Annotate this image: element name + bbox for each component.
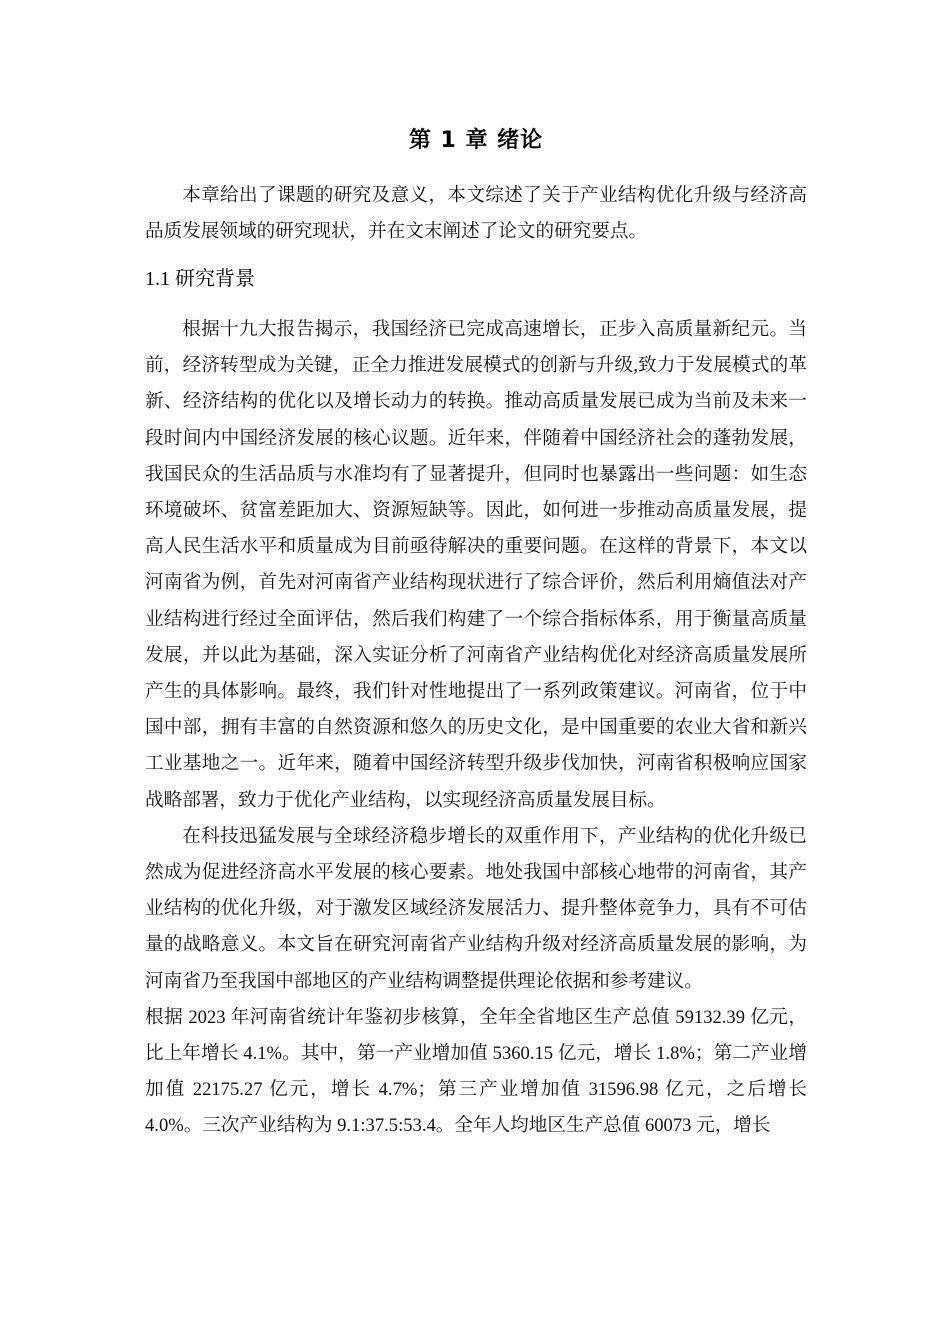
chapter-intro [145, 178, 807, 250]
section-heading: 1.1 研究背景 [145, 268, 255, 290]
body-paragraph-2: 在科技迅猛发展与全球经济稳步增长的双重作用下，产业结构的优化升级已然成为促进经济高水平发展的核心要素。地处我国中部核心地带的河南省，其产业结构的优化升级，对于激发区域经济发展活力、提升整体竞争力，具有不可估量的战略意义。本文旨在研究河南省产业结构升级对经济高质量发展的影响，为河南省乃至我国中部地区的产业结构调整提供理论依据和参考建议。 [145, 825, 807, 992]
body-paragraph-3: 根据 2023 年河南省统计年鉴初步核算，全年全省地区生产总值 59132.39 亿元，比上年增长 4.1%。其中，第一产业增加值 5360.15 亿元，增长 1.8%；第二产业增加值 22175.27 亿元，增长 4.7%；第三产业增加值 31596.98 亿元，之后增长 4.0%。三次产业结构为 9.1:37.5:53.4。全年人均地区生产总值 60073 元，增长 [145, 1006, 807, 1137]
body-paragraph-1: 根据十九大报告揭示，我国经济已完成高速增长，正步入高质量新纪元。当前，经济转型成为关键，正全力推进发展模式的创新与升级,致力于发展模式的革新、经济结构的优化以及增长动力的转换。推动高质量发展已成为当前及未来一段时间内中国经济发展的核心议题。近年来，伴随着中国经济社会的蓬勃发展，我国民众的生活品质与水准均有了显著提升，但同时也暴露出一些问题：如生态环境破坏、贫富差距加大、资源短缺等。因此，如何进一步推动高质量发展，提高人民生活水平和质量成为目前亟待解决的重要问题。在这样的背景下，本文以河南省为例，首先对河南省产业结构现状进行了综合评价，然后利用熵值法对产业结构进行经过全面评估，然后我们构建了一个综合指标体系，用于衡量高质量发展，并以此为基础，深入实证分析了河南省产业结构优化对经济高质量发展所产生的具体影响。最终，我们针对性地提出了一系列政策建议。河南省，位于中国中部，拥有丰富的自然资源和悠久的历史文化，是中国重要的农业大省和新兴工业基地之一。近年来，随着中国经济转型升级步伐加快，河南省积极响应国家战略部署，致力于优化产业结构，以实现经济高质量发展目标。 [145, 319, 807, 811]
section-body [145, 312, 807, 1145]
intro-paragraph: 本章给出了课题的研究及意义，本文综述了关于产业结构优化升级与经济高品质发展领域的研究现状，并在文末阐述了论文的研究要点。 [145, 185, 807, 243]
chapter-title: 第 1 章 绪论 [408, 128, 544, 153]
